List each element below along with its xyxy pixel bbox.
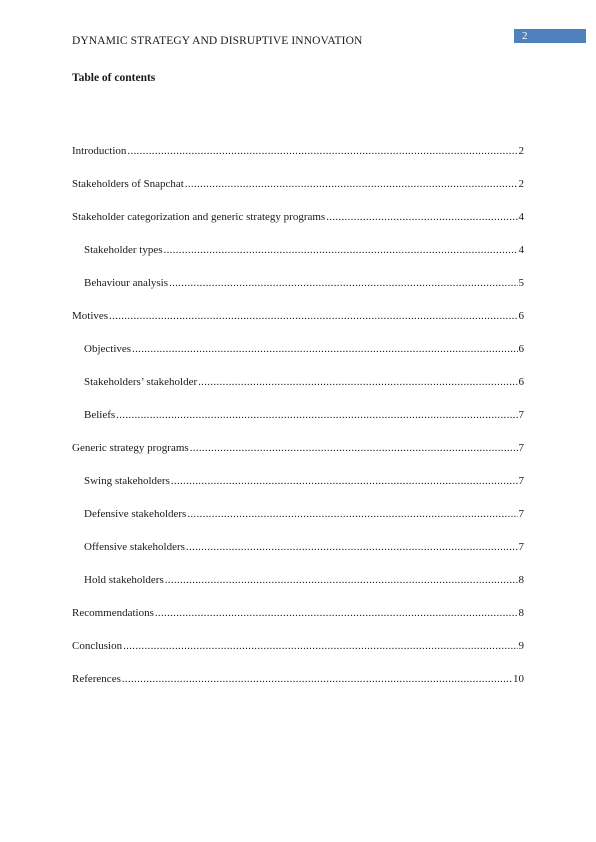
toc-entry-page: 7 [518,409,524,421]
toc-dot-leader [127,144,517,158]
toc-entry-page: 4 [518,211,524,223]
toc-entry[interactable] [72,375,524,389]
toc-dot-leader [171,474,518,488]
toc-entry[interactable] [72,540,524,554]
toc-entry-label: Generic strategy programs [72,442,189,454]
toc-entry-page: 8 [518,607,524,619]
toc-entry-label: Stakeholders’ stakeholder [84,376,198,388]
toc-heading: Table of contents [72,72,156,84]
toc-entry-page: 6 [518,343,524,355]
toc-entry-page: 7 [518,442,524,454]
toc-entry[interactable] [72,573,524,587]
toc-dot-leader [109,309,517,323]
toc-dot-leader [164,243,518,257]
toc-dot-leader [132,342,517,356]
toc-entry[interactable] [72,243,524,257]
toc-entry-label: Stakeholder categorization and generic strategy programs [72,211,326,223]
toc-entry-label: Objectives [84,343,132,355]
toc-entry-label: Defensive stakeholders [84,508,187,520]
toc-dot-leader [187,507,517,521]
toc-dot-leader [155,606,518,620]
running-header: DYNAMIC STRATEGY AND DISRUPTIVE INNOVATION [72,35,363,47]
toc-entry[interactable] [72,210,524,224]
toc-entry-page: 8 [518,574,524,586]
toc-entry[interactable] [72,276,524,290]
toc-entry[interactable] [72,309,524,323]
toc-entry[interactable] [72,342,524,356]
toc-entry-page: 7 [518,475,524,487]
toc-entry-page: 10 [513,673,524,685]
toc-entry-page: 2 [518,145,524,157]
toc-entry-page: 9 [518,640,524,652]
page-number: 2 [522,30,528,42]
toc-entry-label: Introduction [72,145,127,157]
toc-entry[interactable] [72,177,524,191]
toc-dot-leader [122,672,512,686]
toc-entry[interactable] [72,144,524,158]
toc-entry[interactable] [72,639,524,653]
toc-entry[interactable] [72,672,524,686]
toc-entry-page: 2 [518,178,524,190]
toc-entry-label: Motives [72,310,109,322]
toc-entry-label: Beliefs [84,409,116,421]
toc-entry-label: Stakeholder types [84,244,163,256]
toc-entry-label: Recommendations [72,607,154,619]
toc-entry-page: 5 [518,277,524,289]
toc-entry[interactable] [72,408,524,422]
toc-entry-label: Offensive stakeholders [84,541,185,553]
toc-dot-leader [165,573,518,587]
toc-entry-page: 7 [518,541,524,553]
toc-entry-page: 6 [518,376,524,388]
toc-entry[interactable] [72,606,524,620]
toc-dot-leader [185,177,518,191]
toc-entry-label: Swing stakeholders [84,475,170,487]
page-number-box [514,29,586,43]
toc-entry-page: 6 [518,310,524,322]
toc-entry-page: 4 [518,244,524,256]
toc-entry[interactable] [72,507,524,521]
toc-dot-leader [123,639,517,653]
toc-dot-leader [169,276,517,290]
toc-dot-leader [116,408,517,422]
toc-dot-leader [190,441,518,455]
toc-entry-page: 7 [518,508,524,520]
toc-entry-label: References [72,673,121,685]
toc-entry-label: Hold stakeholders [84,574,164,586]
toc-entry[interactable] [72,441,524,455]
toc-dot-leader [326,210,517,224]
toc-dot-leader [186,540,518,554]
toc-entry-label: Stakeholders of Snapchat [72,178,184,190]
toc-entry-label: Behaviour analysis [84,277,169,289]
toc-entry[interactable] [72,474,524,488]
toc-entry-label: Conclusion [72,640,123,652]
toc-dot-leader [198,375,517,389]
